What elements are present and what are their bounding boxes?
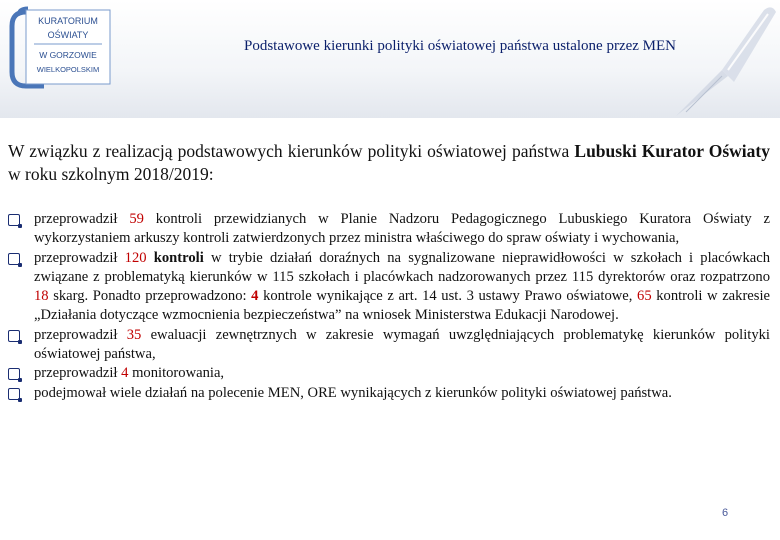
checkbox-bullet-icon <box>8 388 20 400</box>
slide-title: Podstawowe kierunki polityki oświatowej państwa ustalone przez MEN <box>244 38 676 54</box>
kuratorium-logo <box>4 6 116 92</box>
slide-header <box>0 0 780 118</box>
activities-list <box>8 210 770 403</box>
checkbox-bullet-icon <box>8 368 20 380</box>
highlight-number: 18 <box>34 288 49 305</box>
highlight-number: 65 <box>637 288 652 305</box>
list-item: podejmował wiele działań na polecenie MEN, ORE wynikających z kierunków polityki oświatowej państwa. <box>8 384 770 403</box>
page-number: 6 <box>722 507 729 519</box>
checkbox-bullet-icon <box>8 253 20 265</box>
checkbox-bullet-icon <box>8 330 20 342</box>
list-item: przeprowadził 120 kontroli w trybie działań doraźnych na sygnalizowane nieprawidłowości w szkołach i placówkach związane z problematyką kierunków w 115 szkołach i placówkach nadzorowanych przez 115 dyrektorów oraz rozpatrzono 18 skarg. Ponadto przeprowadzono: 4 kontrole wynikające z art. 14 ust. 3 ustawy Prawo oświatowe, 65 kontroli w zakresie „Działania dotyczące wzmocnienia bezpieczeństwa” na wniosek Ministerstwa Edukacji Narodowej. <box>8 249 770 326</box>
highlight-number: 35 <box>126 326 142 343</box>
fountain-pen-icon <box>668 0 780 124</box>
intro-rest: w roku szkolnym 2018/2019: <box>8 164 214 184</box>
highlight-number: 4 <box>251 288 259 305</box>
intro-subject: Lubuski Kurator Oświaty <box>574 141 770 161</box>
highlight-number: 59 <box>129 211 144 227</box>
highlight-number: 4 <box>121 365 129 382</box>
logo-line-1: KURATORIUM <box>38 16 98 26</box>
list-item: przeprowadził 4 monitorowania, <box>8 364 770 383</box>
list-item: przeprowadził 59 kontroli przewidzianych w Planie Nadzoru Pedagogicznego Lubuskiego Kuratora Oświaty z wykorzystaniem arkuszy kontroli zatwierdzonych przez ministra właściwego do spraw oświaty i wychowania, <box>8 210 770 249</box>
intro-line: W związku z realizacją podstawowych kierunków polityki oświatowej państwa <box>8 141 570 161</box>
highlight-number: 120 <box>124 249 147 266</box>
checkbox-bullet-icon <box>8 214 20 226</box>
logo-line-4: WIELKOPOLSKIM <box>36 65 100 74</box>
logo-line-2: OŚWIATY <box>47 30 89 40</box>
logo-line-3: W GORZOWIE <box>39 50 97 60</box>
intro-paragraph <box>8 140 770 186</box>
list-item: przeprowadził 35 ewaluacji zewnętrznych w zakresie wymagań uwzględniających problematykę kierunków polityki oświatowej państwa, <box>8 326 770 365</box>
